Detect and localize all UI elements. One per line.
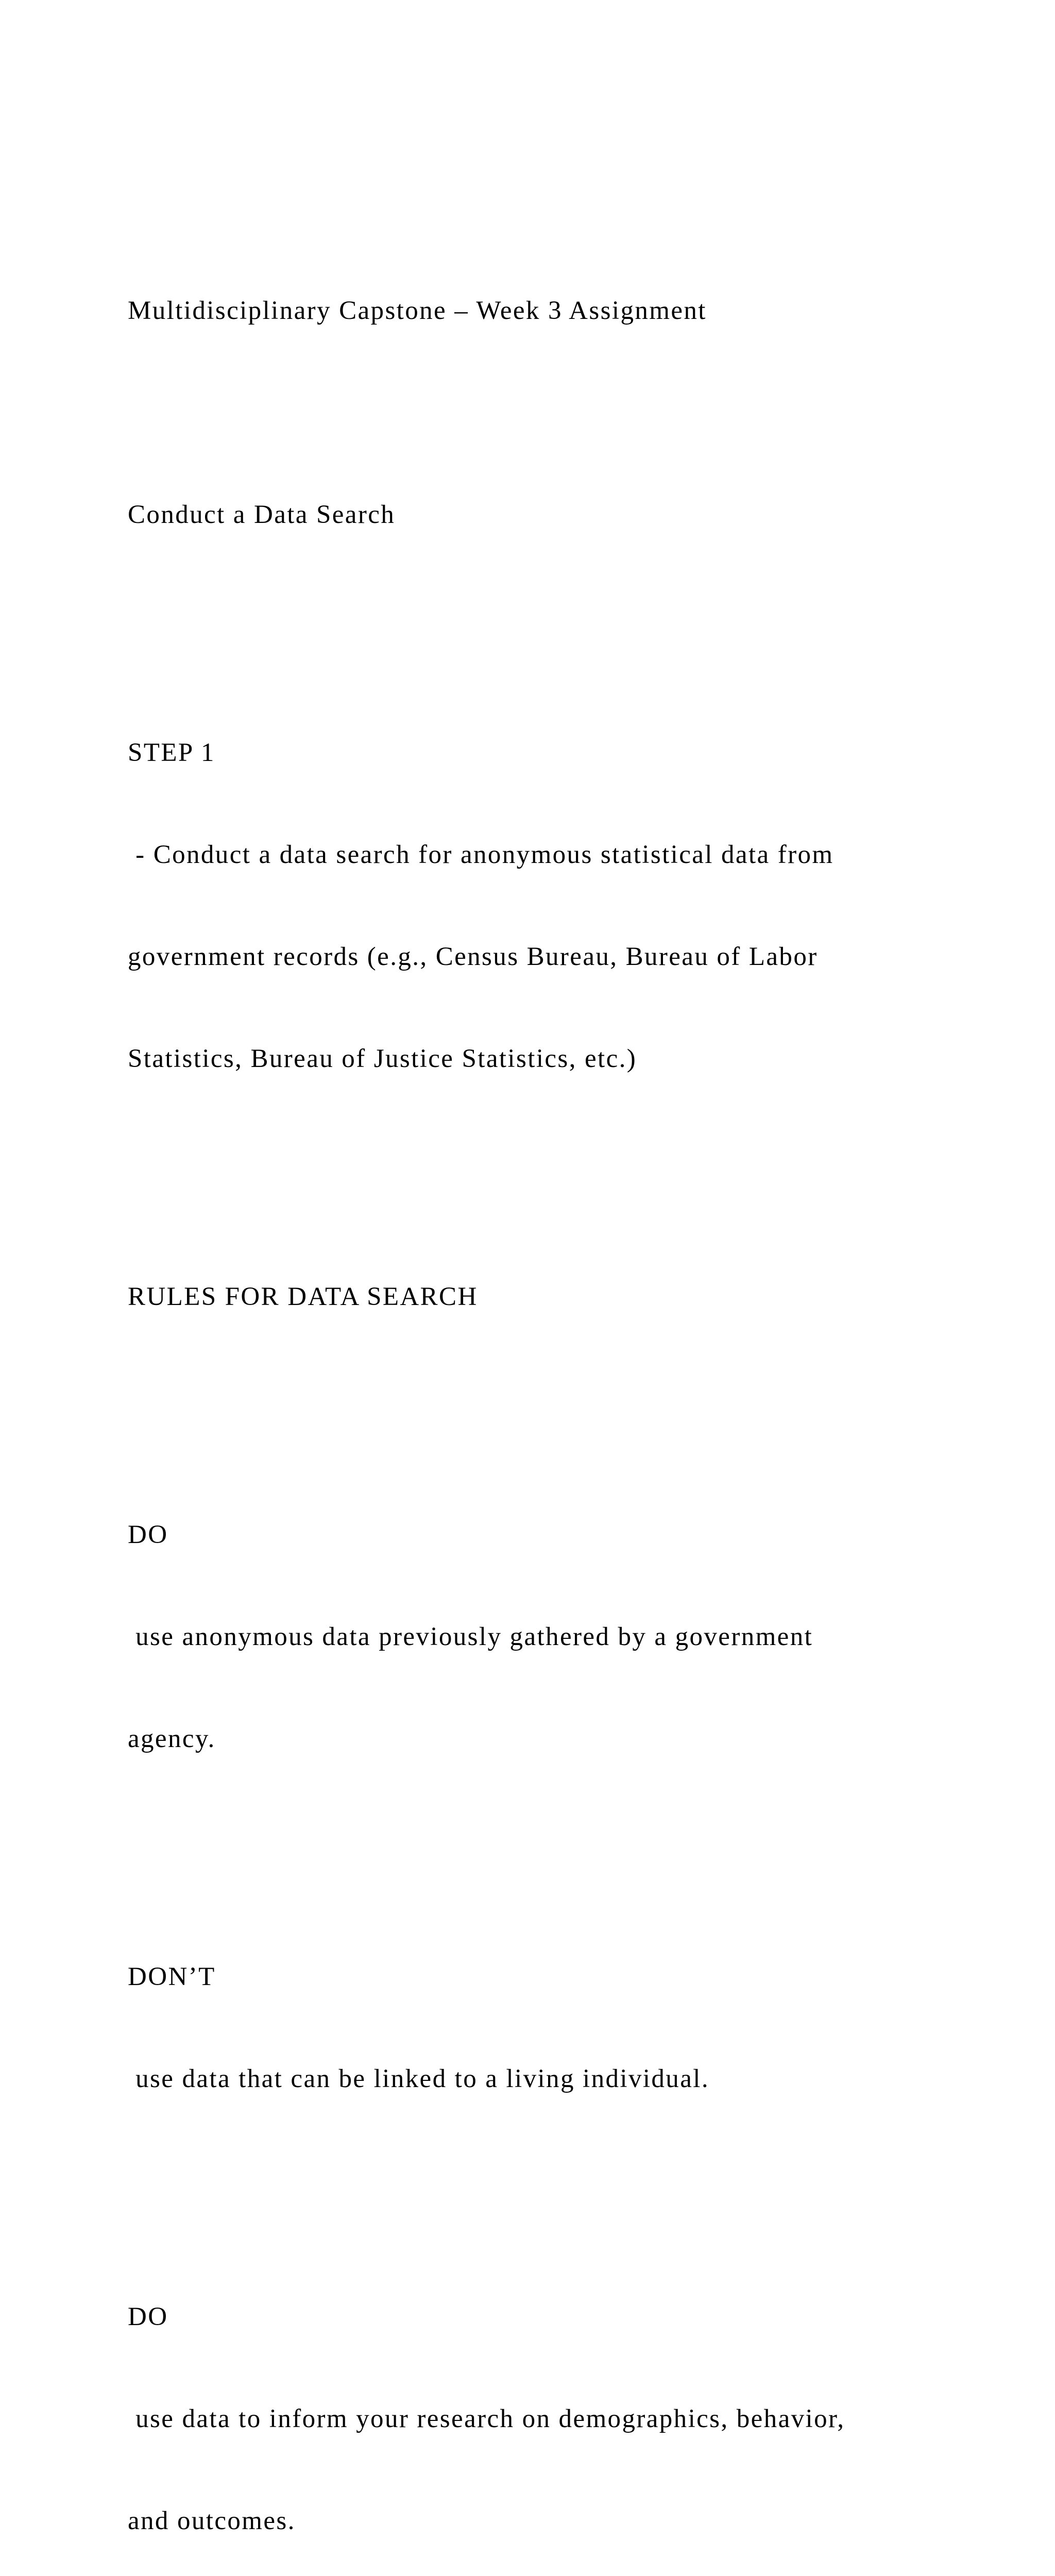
rule-text: use data that can be linked to a living individual. [128, 2064, 709, 2093]
rule-text: use data to inform your research on demographics, behavior, [128, 2404, 845, 2433]
rule-text: use anonymous data previously gathered by a government [128, 1622, 813, 1651]
document-title: Multidisciplinary Capstone – Week 3 Assignment [128, 296, 707, 325]
document-body [128, 226, 983, 2576]
rules-heading: RULES FOR DATA SEARCH [128, 1282, 478, 1311]
spacer [128, 1382, 983, 1416]
spacer [128, 1144, 983, 1178]
spacer [128, 1824, 983, 1858]
step-line: Statistics, Bureau of Justice Statistics, etc.) [128, 1044, 637, 1073]
rule-text: and outcomes. [128, 2506, 296, 2535]
spacer [128, 600, 983, 634]
rule-label-dont: DON’T [128, 1962, 216, 1991]
step-label: STEP 1 [128, 738, 215, 767]
spacer [128, 396, 983, 430]
document-subtitle: Conduct a Data Search [128, 500, 396, 529]
rule-text: agency. [128, 1724, 216, 1753]
rule-label-do: DO [128, 2302, 168, 2331]
step-line: government records (e.g., Census Bureau, Bureau of Labor [128, 942, 818, 971]
spacer [128, 2164, 983, 2198]
step-line: - Conduct a data search for anonymous statistical data from [128, 840, 834, 869]
rule-label-do: DO [128, 1520, 168, 1549]
